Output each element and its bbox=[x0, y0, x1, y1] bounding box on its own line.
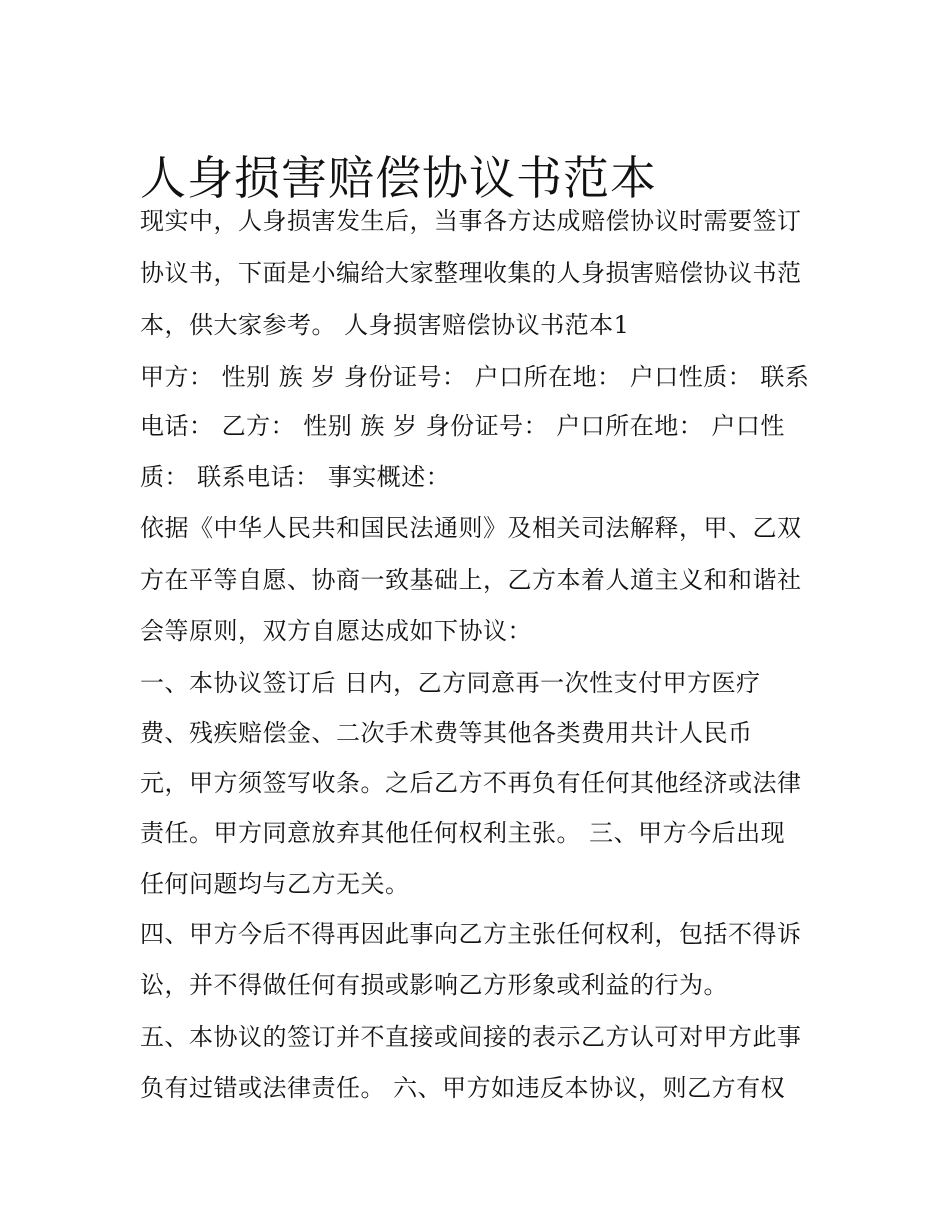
text-line: 本，供大家参考。 人身损害赔偿协议书范本1 bbox=[140, 311, 630, 339]
text-line: 元，甲方须签写收条。之后乙方不再负有任何其他经济或法律 bbox=[140, 769, 802, 797]
text-line: 会等原则，双方自愿达成如下协议： bbox=[140, 617, 532, 645]
text-line: 一、本协议签订后 日内，乙方同意再一次性支付甲方医疗 bbox=[140, 669, 761, 697]
text-line: 费、残疾赔偿金、二次手术费等其他各类费用共计人民币 bbox=[140, 719, 753, 747]
text-line: 负有过错或法律责任。 六、甲方如违反本协议，则乙方有权 bbox=[140, 1074, 786, 1102]
text-line: 五、本协议的签订并不直接或间接的表示乙方认可对甲方此事 bbox=[140, 1023, 802, 1051]
text-line: 方在平等自愿、协商一致基础上，乙方本着人道主义和和谐社 bbox=[140, 566, 802, 594]
text-line: 协议书，下面是小编给大家整理收集的人身损害赔偿协议书范 bbox=[140, 259, 802, 287]
text-line: 任何问题均与乙方无关。 bbox=[140, 870, 410, 898]
text-line: 现实中，人身损害发生后，当事各方达成赔偿协议时需要签订 bbox=[140, 207, 802, 235]
text-line: 质： 联系电话： 事实概述： bbox=[140, 463, 451, 491]
text-line: 讼，并不得做任何有损或影响乙方形象或利益的行为。 bbox=[140, 971, 728, 999]
document-title: 人身损害赔偿协议书范本 bbox=[140, 150, 657, 205]
text-line: 电话： 乙方： 性别 族 岁 身份证号： 户口所在地： 户口性 bbox=[140, 412, 785, 440]
text-line: 依据《中华人民共和国民法通则》及相关司法解释，甲、乙双 bbox=[140, 514, 802, 542]
text-line: 责任。甲方同意放弃其他任何权利主张。 三、甲方今后出现 bbox=[140, 819, 786, 847]
text-line: 四、甲方今后不得再因此事向乙方主张任何权利，包括不得诉 bbox=[140, 920, 802, 948]
text-line: 甲方： 性别 族 岁 身份证号： 户口所在地： 户口性质： 联系 bbox=[140, 363, 810, 391]
